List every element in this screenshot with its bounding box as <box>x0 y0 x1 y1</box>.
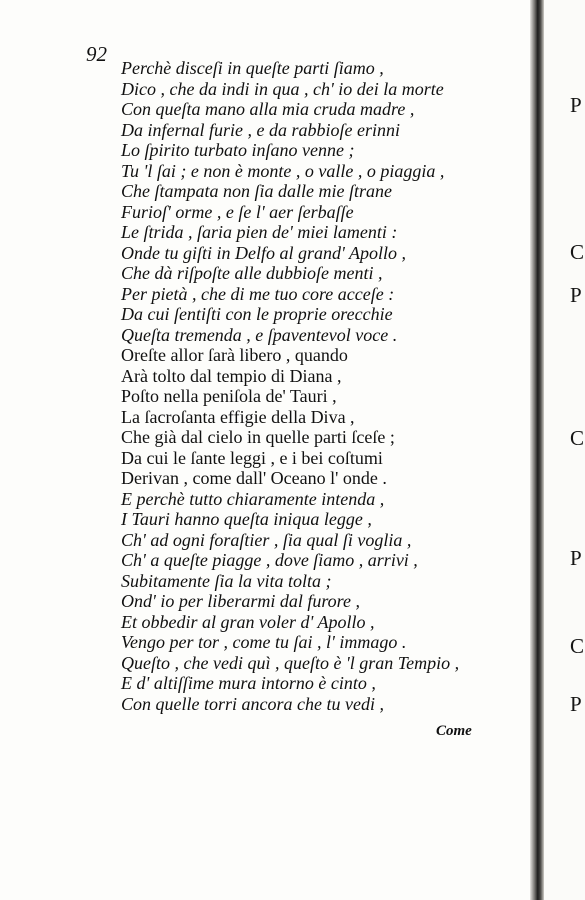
verse-line: E d' altiſſime mura intorno è cinto , <box>121 673 376 693</box>
facing-page-letter: P <box>570 93 582 117</box>
facing-page-letter: C <box>570 426 585 450</box>
verse-line: Vengo per tor , come tu ſai , l' immago . <box>121 632 407 652</box>
verse-line: Con queſta mano alla mia cruda madre , <box>121 99 415 119</box>
verse-line: Queſta tremenda , e ſpaventevol voce . <box>121 324 398 345</box>
verse-line: Che già dal cielo in quelle parti ſceſe ; <box>121 427 395 447</box>
verse-line: Le ſtrida , ſaria pien de' miei lamenti : <box>121 222 398 242</box>
facing-page-letter: C <box>570 634 585 658</box>
verse-line: Ch' ad ogni foraſtier , ſia qual ſi voglia , <box>121 529 412 550</box>
facing-page-letter: P <box>570 692 582 716</box>
verse-line: Ond' io per liberarmi dal furore , <box>121 591 361 611</box>
verse-line: Con quelle torri ancora che tu vedi , <box>121 693 384 714</box>
verse-line: Tu 'l ſai ; e non è monte , o valle , o piaggia , <box>121 160 445 181</box>
verse-line: Furioſ' orme , e ſe l' aer ſerbaſſe <box>121 201 354 222</box>
verse-line: Che ſtampata non ſia dalle mie ſtrane <box>121 181 392 201</box>
verse-line: Oreſte allor ſarà libero , quando <box>121 345 348 365</box>
page-number: 92 <box>86 42 107 66</box>
verse-line: E perchè tutto chiaramente intenda , <box>121 488 385 509</box>
book-gutter <box>530 0 544 900</box>
verse-line: Lo ſpirito turbato inſano venne ; <box>121 140 355 160</box>
verse-line: Onde tu giſti in Delfo al grand' Apollo , <box>121 242 407 263</box>
facing-page-letter: P <box>570 546 582 570</box>
verse-line: Arà tolto dal tempio di Diana , <box>121 365 342 386</box>
verse-line: Ch' a queſte piagge , dove ſiamo , arrivi , <box>121 550 418 570</box>
verse-line: Da cui le ſante leggi , e i bei coſtumi <box>121 447 383 468</box>
verse-line: La ſacroſanta effigie della Diva , <box>121 406 355 427</box>
verse-line: Et obbedir al gran voler d' Apollo , <box>121 611 375 632</box>
verse-line: Queſto , che vedi quì , queſto è 'l gran Tempio , <box>121 652 460 673</box>
verse-line: Subitamente ſia la vita tolta ; <box>121 570 332 591</box>
facing-page-letter: P <box>570 283 582 307</box>
verse-line: Poſto nella peniſola de' Tauri , <box>121 386 337 406</box>
verse-line: Dico , che da indi in qua , ch' io dei la morte <box>121 78 444 99</box>
verse-line: Che dà riſpoſte alle dubbioſe menti , <box>121 263 383 283</box>
verse-line: I Tauri hanno queſta iniqua legge , <box>121 509 372 529</box>
verse-line: Per pietà , che di me tuo core acceſe : <box>121 283 395 304</box>
catchword: Come <box>436 723 472 739</box>
facing-page-edge <box>544 0 585 900</box>
verse-line: Derivan , come dall' Oceano l' onde . <box>121 468 387 488</box>
facing-page-letter: C <box>570 240 585 264</box>
verse-block <box>121 58 521 714</box>
verse-line: Da cui ſentiſti con le proprie orecchie <box>121 304 393 324</box>
verse-line: Da infernal furie , e da rabbioſe erinni <box>121 119 400 140</box>
verse-line: Perchè disceſi in queſte parti ſiamo , <box>121 58 384 78</box>
